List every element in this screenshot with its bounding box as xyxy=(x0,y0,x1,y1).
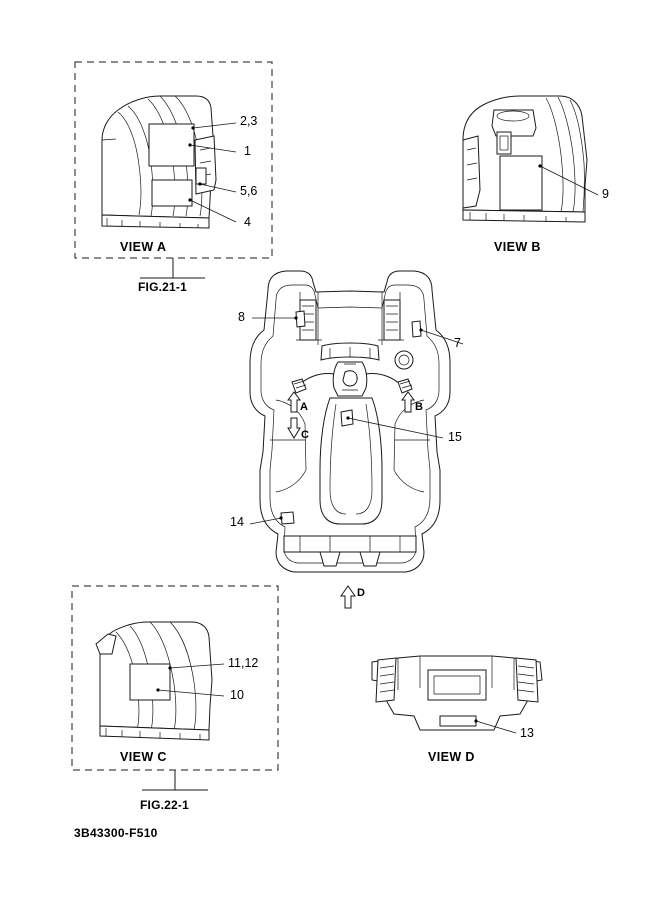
callout-4: 4 xyxy=(244,215,251,229)
part-code: 3B43300-F510 xyxy=(74,826,158,840)
callout-14: 14 xyxy=(230,515,244,529)
atv-top-view xyxy=(250,271,463,572)
arrow-c-letter: C xyxy=(301,429,309,441)
arrow-d-letter: D xyxy=(357,587,365,599)
view-a-group xyxy=(75,62,272,278)
view-d-group xyxy=(372,656,542,733)
callout-7: 7 xyxy=(454,336,461,350)
view-a-fig: FIG.21-1 xyxy=(138,280,187,294)
callout-8: 8 xyxy=(238,310,245,324)
arrow-b-letter: B xyxy=(415,401,423,413)
callout-5-6: 5,6 xyxy=(240,184,258,198)
arrow-a-letter: A xyxy=(300,401,308,413)
callout-9: 9 xyxy=(602,187,609,201)
view-c-fig: FIG.22-1 xyxy=(140,798,189,812)
callout-1: 1 xyxy=(244,144,251,158)
view-d-label: VIEW D xyxy=(428,750,475,764)
callout-11-12: 11,12 xyxy=(228,656,259,670)
view-a-label: VIEW A xyxy=(120,240,167,254)
callout-15: 15 xyxy=(448,430,462,444)
view-c-group xyxy=(72,586,278,790)
callout-13: 13 xyxy=(520,726,534,740)
view-b-group xyxy=(463,96,598,222)
view-c-label: VIEW C xyxy=(120,750,167,764)
callout-10: 10 xyxy=(230,688,244,702)
view-b-label: VIEW B xyxy=(494,240,541,254)
callout-2-3: 2,3 xyxy=(240,114,258,128)
